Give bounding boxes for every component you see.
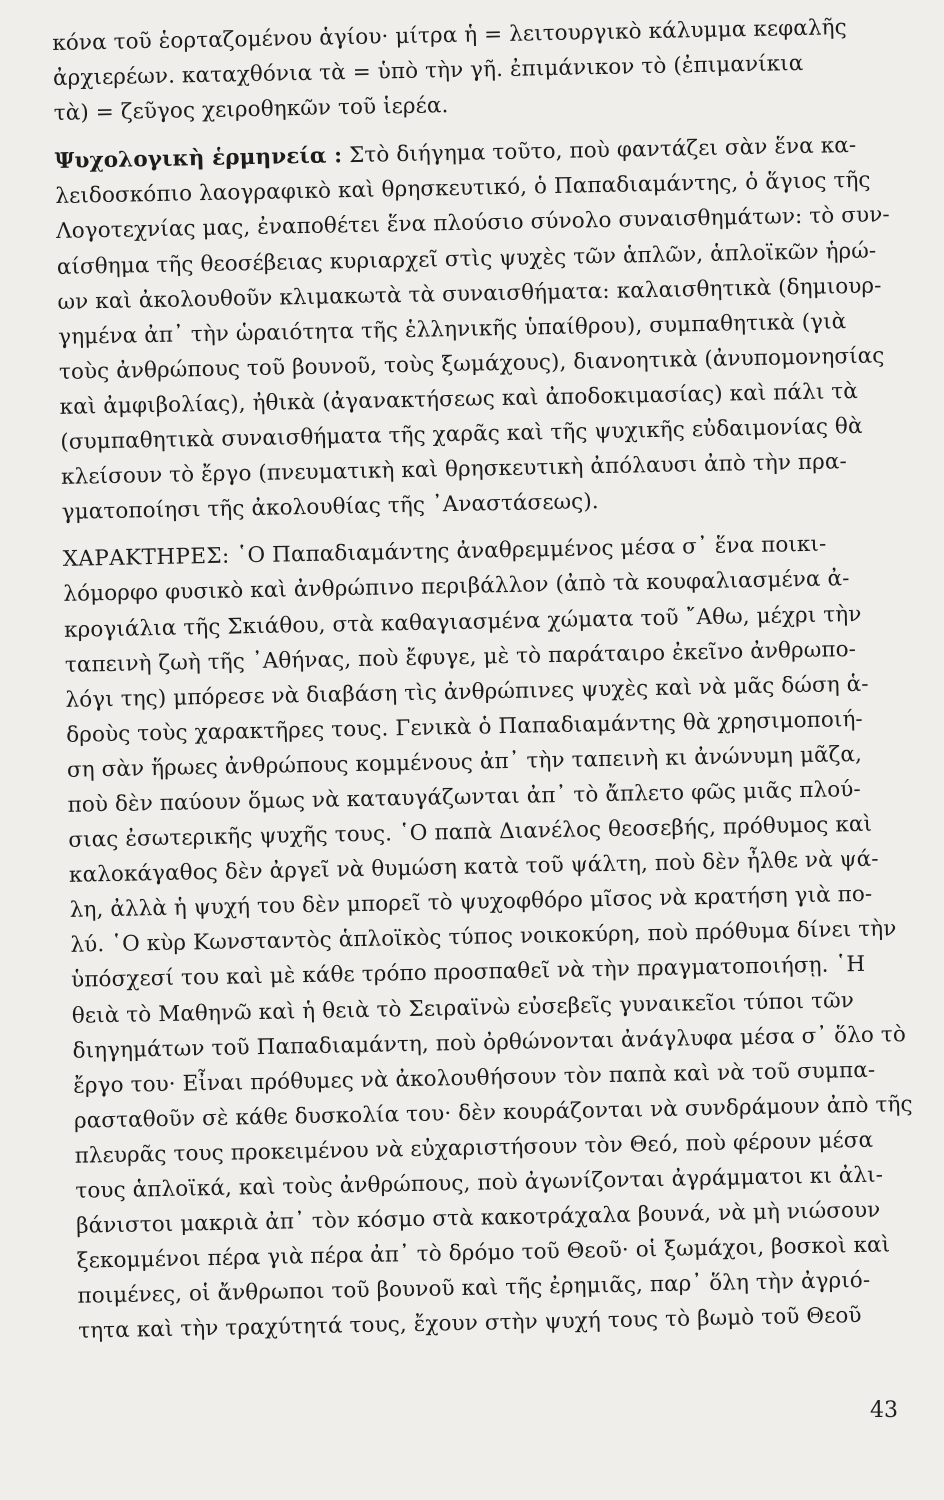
text-line: Στὸ διήγημα τοῦτο, ποὺ φαντάζει σὰν ἕνα κα-: [348, 133, 857, 169]
page-number: 43: [870, 1398, 898, 1423]
text-line: ὑπόσχεσί του καὶ μὲ κάθε τρόπο προσπαθεῖ νὰ τὴν πραγματοποιήσῃ. ῾Η: [70, 952, 866, 994]
text-line: λειδοσκόπιο λαογραφικὸ καὶ θρησκευτικό, ὁ Παπαδιαμάντης, ὁ ἅγιος τῆς: [55, 167, 871, 210]
text-line: καὶ ἀμφιβολίας), ἠθικὰ (ἀγανακτήσεως καὶ ἀποδοκιμασίας) καὶ πάλι τὰ: [59, 378, 859, 420]
text-line: πλευρᾶς τους προκειμένου νὰ εὐχαριστήσουν τὸν Θεό, ποὺ φέρουν μέσα: [74, 1127, 874, 1169]
text-block: [52, 9, 930, 1349]
text-line: ση σὰν ἥρωες ἀνθρώπους κομμένους ἀπ᾿ τὴν ταπεινὴ κι ἀνώνυμη μᾶζα,: [66, 741, 863, 783]
text-line: κλείσουν τὸ ἔργο (πνευματικὴ καὶ θρησκευτικὴ ἀπόλαυσι ἀπὸ τὴν πρα-: [60, 449, 848, 491]
text-line: Λογοτεχνίας μας, ἐναποθέτει ἕνα πλούσιο σύνολο συναισθημάτων: τὸ συν-: [55, 202, 890, 245]
text-line: (συμπαθητικὰ συναισθήματα τῆς χαρᾶς καὶ τῆς ψυχικῆς εὐδαιμονίας θὰ: [60, 413, 863, 455]
section-heading-psychological: Ψυχολογικὴ ἑρμηνεία :: [54, 143, 343, 175]
text-line: ων καὶ ἀκολουθοῦν κλιμακωτὰ τὰ συναισθήματα: καλαισθητικὰ (δημιουρ-: [57, 273, 882, 315]
section-heading-characters: ΧΑΡΑΚΤΗΡΕΣ:: [62, 543, 230, 573]
text-line: δροὺς τοὺς χαρακτῆρες τους. Γενικὰ ὁ Παπαδιαμάντης θὰ χρησιμοποιή-: [65, 706, 864, 748]
text-line: ξεκομμένοι πέρα γιὰ πέρα ἀπ᾿ τὸ δρόμο τοῦ Θεοῦ· οἱ ξωμάχοι, βοσκοὶ καὶ: [76, 1232, 891, 1274]
text-line: τοὺς ἀνθρώπους τοῦ βουνοῦ, τοὺς ξωμάχους), διανοητικὰ (ἀνυπομονησίας: [58, 343, 885, 385]
text-line: λόμορφο φυσικὸ καὶ ἀνθρώπινο περιβάλλον (ἀπὸ τὰ κουφαλιασμένα ἀ-: [63, 566, 850, 608]
text-line: ἔργο του· Εἶναι πρόθυμες νὰ ἀκολουθήσουν τὸν παπὰ καὶ νὰ τοῦ συμπα-: [73, 1057, 876, 1099]
text-line: ρασταθοῦν σὲ κάθε δυσκολία του· δὲν κουράζονται νὰ συνδράμουν ἀπὸ τῆς: [73, 1091, 913, 1134]
text-line: κρογιάλια τῆς Σκιάθου, στὰ καθαγιασμένα χώματα τοῦ ῎Αθω, μέχρι τὴν: [63, 601, 862, 643]
text-line: ῾Ο Παπαδιαμάντης ἀναθρεμμένος μέσα σ᾿ ἕνα ποικι-: [236, 531, 827, 569]
text-line: ποιμένες, οἱ ἄνθρωποι τοῦ βουνοῦ καὶ τῆς ἐρημιᾶς, παρ᾿ ὅλη τὴν ἀγριό-: [77, 1268, 871, 1310]
text-line: διηγημάτων τοῦ Παπαδιαμάντη, ποὺ ὀρθώνονται ἀνάγλυφα μέσα σ᾿ ὅλο τὸ: [72, 1021, 907, 1064]
text-line: γματοποίησι τῆς ἀκολουθίας τῆς ᾿Αναστάσεως).: [61, 489, 600, 526]
text-line: λη, ἀλλὰ ἡ ψυχή του δὲν μπορεῖ τὸ ψυχοφθόρο μῖσος νὰ κρατήση γιὰ πο-: [69, 881, 873, 924]
text-line: γημένα ἀπ᾿ τὴν ὡραιότητα τῆς ἑλληνικῆς ὑπαίθρου), συμπαθητικὰ (γιὰ: [57, 308, 847, 350]
text-line: ταπεινὴ ζωὴ τῆς ᾿Αθήνας, ποὺ ἔφυγε, μὲ τὸ παράταιρο ἐκεῖνο ἀνθρωπο-: [64, 636, 857, 678]
text-line: ἀρχιερέων. καταχθόνια τὰ = ὑπὸ τὴν γῆ. ἐπιμάνικον τὸ (ἐπιμανίκια: [52, 51, 804, 92]
text-line: αίσθημα τῆς θεοσέβειας κυριαρχεῖ στὶς ψυχὲς τῶν ἁπλῶν, ἁπλοϊκῶν ἡρώ-: [56, 238, 877, 280]
text-line: θειὰ τὸ Μαθηνῶ καὶ ἡ θειὰ τὸ Σειραϊνὼ εὐσεβεῖς γυναικεῖοι τύποι τῶν: [71, 987, 855, 1029]
text-line: σιας ἐσωτερικῆς ψυχῆς τους. ῾Ο παπὰ Διανέλος θεοσεβής, πρόθυμος καὶ: [68, 811, 873, 853]
text-line: λύ. ῾Ο κὺρ Κωνσταντὸς ἁπλοϊκὸς τύπος νοικοκύρη, ποὺ πρόθυμα δίνει τὴν: [70, 916, 897, 959]
text-line: κόνα τοῦ ἑορταζομένου ἁγίου· μίτρα ἡ = λειτουργικὸ κάλυμμα κεφαλῆς: [52, 15, 847, 56]
text-line: τὰ) = ζεῦγος χειροθηκῶν τοῦ ἱερέα.: [53, 93, 449, 127]
text-line: βάνιστοι μακριὰ ἀπ᾿ τὸν κόσμο στὰ κακοτράχαλα βουνά, νὰ μὴ νιώσουν: [75, 1197, 881, 1239]
text-line: τητα καὶ τὴν τραχύτητά τους, ἔχουν στὴν ψυχή τους τὸ βωμὸ τοῦ Θεοῦ: [77, 1303, 862, 1345]
text-line: τους ἁπλοϊκά, καὶ τοὺς ἀνθρώπους, ποὺ ἀγωνίζονται ἀγράμματοι κι ἀλι-: [75, 1162, 884, 1204]
text-line: καλοκάγαθος δὲν ἀργεῖ νὰ θυμώση κατὰ τοῦ ψάλτη, ποὺ δὲν ἦλθε νὰ ψά-: [68, 846, 879, 888]
text-line: λόγι της) μπόρεσε νὰ διαβάση τὶς ἀνθρώπινες ψυχὲς καὶ νὰ μᾶς δώση ἁ-: [65, 671, 869, 713]
text-line: ποὺ δὲν παύουν ὅμως νὰ καταυγάζωνται ἀπ᾿ τὸ ἄπλετο φῶς μιᾶς πλού-: [67, 776, 862, 818]
